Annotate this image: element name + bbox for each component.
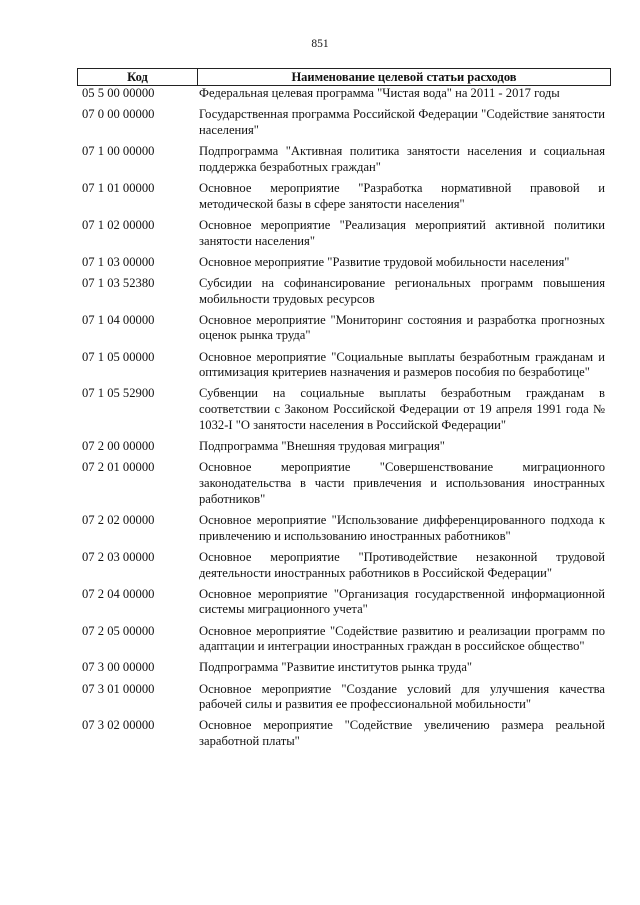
table-row <box>77 255 611 271</box>
page-number: 851 <box>311 38 329 50</box>
table-row <box>77 107 611 139</box>
row-name: Федеральная целевая программа "Чистая вода" на 2011 - 2017 годы <box>199 86 560 100</box>
row-code: 07 1 03 52380 <box>82 275 155 290</box>
row-name: Подпрограмма "Развитие институтов рынка труда" <box>199 660 473 675</box>
row-code: 07 1 05 52900 <box>82 386 155 401</box>
row-code: 07 3 02 00000 <box>82 718 155 733</box>
row-code: 07 1 03 00000 <box>82 254 155 269</box>
table-row <box>77 513 611 545</box>
row-code: 07 1 04 00000 <box>82 312 155 327</box>
row-code: 07 2 04 00000 <box>82 586 155 601</box>
row-name: Основное мероприятие "Противодействие незаконной трудовой деятельности иностранных работников в Российской Федерации" <box>199 549 605 580</box>
row-name: Субвенции на социальные выплаты безработным гражданам в соответствии с Законом Российской Федерации от 19 апреля 1991 года № 1032-I "О занятости населения в Российской Федерации" <box>199 386 605 433</box>
row-name: Основное мероприятие "Содействие развитию и реализации программ по адаптации и интеграции иностранных граждан в российское общество" <box>199 623 605 654</box>
row-code: 05 5 00 00000 <box>82 86 155 100</box>
table-body <box>77 86 611 750</box>
header-name: Наименование целевой статьи расходов <box>291 70 517 84</box>
row-name: Основное мероприятие "Разработка нормативной правовой и методической базы в сфере занятости населения" <box>199 180 605 211</box>
table-row <box>77 144 611 176</box>
row-name: Подпрограмма "Активная политика занятости населения и социальная поддержка безработных граждан" <box>199 143 605 174</box>
row-code: 07 1 00 00000 <box>82 143 155 158</box>
row-name: Основное мероприятие "Реализация мероприятий активной политики занятости населения" <box>199 217 605 248</box>
row-code: 07 1 05 00000 <box>82 349 155 364</box>
table-row <box>77 587 611 619</box>
row-code: 07 2 02 00000 <box>82 512 155 527</box>
table-row <box>77 350 611 382</box>
row-name: Государственная программа Российской Федерации "Содействие занятости населения" <box>199 107 605 137</box>
row-code: 07 3 00 00000 <box>82 660 155 675</box>
row-code: 07 2 03 00000 <box>82 549 155 564</box>
table-row <box>77 660 611 676</box>
row-code: 07 2 01 00000 <box>82 460 155 475</box>
table-row <box>77 313 611 345</box>
table-row <box>77 276 611 308</box>
table-row <box>77 624 611 656</box>
header-code: Код <box>78 69 198 85</box>
table-row <box>77 460 611 507</box>
row-name: Основное мероприятие "Мониторинг состояния и разработка прогнозных оценок рынка труда" <box>199 312 605 343</box>
row-name: Субсидии на софинансирование региональных программ повышения мобильности трудовых ресурсов <box>199 275 605 306</box>
row-name: Основное мероприятие "Использование дифференцированного подхода к привлечению и использованию иностранных работников" <box>199 512 605 543</box>
row-name: Основное мероприятие "Организация государственной информационной системы миграционного учета" <box>199 586 605 617</box>
row-code: 07 3 01 00000 <box>82 681 155 696</box>
row-name: Основное мероприятие "Содействие увеличению размера реальной заработной платы" <box>199 718 605 749</box>
table-row <box>77 682 611 714</box>
row-code: 07 1 01 00000 <box>82 180 155 195</box>
table-row <box>77 550 611 582</box>
table-row <box>77 86 611 102</box>
row-name: Основное мероприятие "Создание условий для улучшения качества рабочей силы и развития ее профессиональной мобильности" <box>199 681 605 712</box>
table-row <box>77 718 611 750</box>
table-row <box>77 218 611 250</box>
row-name: Подпрограмма "Внешняя трудовая миграция" <box>199 439 445 454</box>
row-code: 07 0 00 00000 <box>82 107 155 122</box>
row-code: 07 2 00 00000 <box>82 439 155 454</box>
table-row <box>77 181 611 213</box>
table-row <box>77 439 611 455</box>
table-header <box>77 68 611 86</box>
row-name: Основное мероприятие "Развитие трудовой мобильности населения" <box>199 254 570 269</box>
row-code: 07 2 05 00000 <box>82 623 155 638</box>
row-name: Основное мероприятие "Социальные выплаты безработным гражданам и оптимизация критериев назначения и размеров пособия по безработице" <box>199 349 605 380</box>
row-code: 07 1 02 00000 <box>82 217 155 232</box>
row-name: Основное мероприятие "Совершенствование миграционного законодательства в части привлечения и использования иностранных работников" <box>199 460 605 506</box>
table-row <box>77 386 611 433</box>
